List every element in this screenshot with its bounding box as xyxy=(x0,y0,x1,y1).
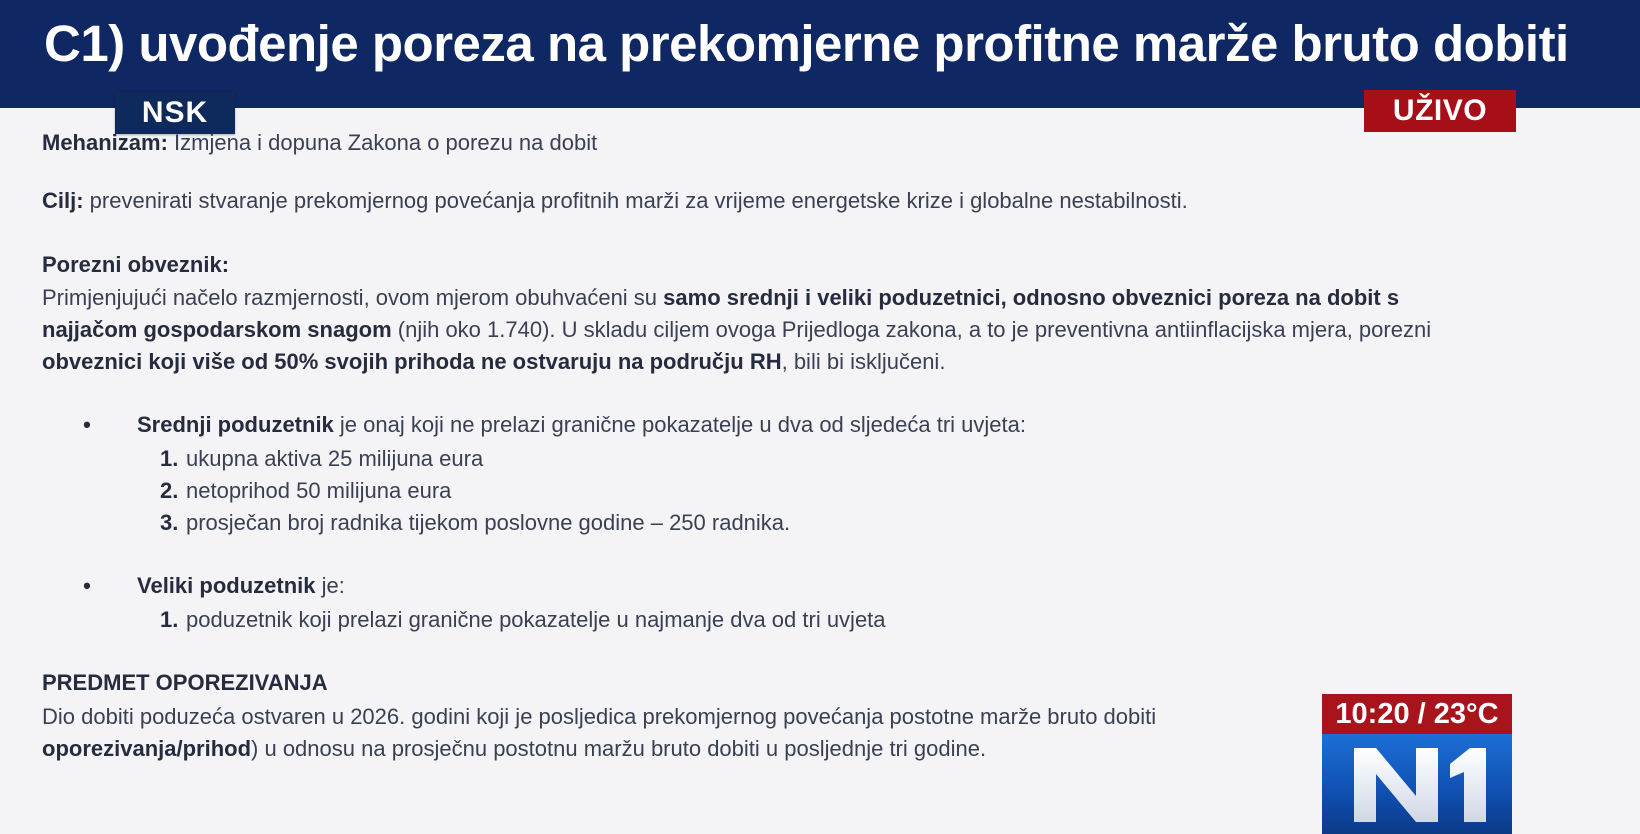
mechanism-text: Izmjena i dopuna Zakona o porezu na dobit xyxy=(167,130,598,155)
goal-label: Cilj: xyxy=(42,188,84,213)
n1-logo-icon xyxy=(1322,734,1512,834)
large-item-1: 1. poduzetnik koji prelazi granične pokazatelje u najmanje dva od tri uvjeta xyxy=(160,607,886,632)
slide-title: C1) uvođenje poreza na prekomjerne profitne marže bruto dobiti xyxy=(44,15,1569,72)
taxpayer-line-3-normal: , bili bi isključeni. xyxy=(781,349,946,374)
medium-item-3: 3. prosječan broj radnika tijekom poslovne godine – 250 radnika. xyxy=(160,510,791,535)
medium-item-2: 2. netoprihod 50 milijuna eura xyxy=(160,478,452,503)
nsk-badge: NSK xyxy=(115,92,235,134)
taxpayer-line-1-normal: Primjenjujući načelo razmjernosti, ovom mjerom obuhvaćeni su xyxy=(42,285,664,310)
large-enterprise-bullet xyxy=(83,569,345,602)
time-temperature-badge: 10:20 / 23°C xyxy=(1322,694,1512,734)
bullet-icon: • xyxy=(83,412,91,437)
taxpayer-line-2 xyxy=(42,313,1431,346)
goal-text: prevenirati stvaranje prekomjernog povećanja profitnih marži za vrijeme energetske krize i globalne nestabilnosti. xyxy=(83,188,1188,213)
mechanism-line xyxy=(42,126,597,159)
taxpayer-heading: Porezni obveznik: xyxy=(42,252,230,277)
subject-line-2-bold: oporezivanja/prihod xyxy=(42,736,252,761)
subject-line-2-normal: ) u odnosu na prosječnu postotnu maržu bruto dobiti u posljednje tri godine. xyxy=(251,736,987,761)
medium-enterprise-bullet xyxy=(83,408,1026,441)
medium-item-1: 1. ukupna aktiva 25 milijuna eura xyxy=(160,446,484,471)
subject-heading: PREDMET OPOREZIVANJA xyxy=(42,670,328,695)
goal-line xyxy=(42,184,1188,217)
taxpayer-line-2-normal: (njih oko 1.740). U skladu ciljem ovoga Prijedloga zakona, a to je preventivna antiinflacijska mjera, porezni xyxy=(391,317,1432,342)
taxpayer-line-1 xyxy=(42,281,1399,314)
taxpayer-line-2-bold: najjačom gospodarskom snagom xyxy=(42,317,392,342)
large-enterprise-label: Veliki poduzetnik xyxy=(137,573,316,598)
medium-enterprise-text: je onaj koji ne prelazi granične pokazatelje u dva od sljedeća tri uvjeta: xyxy=(333,412,1026,437)
subject-line-1: Dio dobiti poduzeća ostvaren u 2026. godini koji je posljedica prekomjernog povećanja postotne marže bruto dobiti xyxy=(42,704,1157,729)
taxpayer-line-3-bold: obveznici koji više od 50% svojih prihoda ne ostvaruju na području RH xyxy=(42,349,782,374)
taxpayer-line-1-bold: samo srednji i veliki poduzetnici, odnosno obveznici poreza na dobit s xyxy=(663,285,1400,310)
n1-logo xyxy=(1322,734,1512,834)
live-badge: UŽIVO xyxy=(1364,90,1516,132)
bullet-icon: • xyxy=(83,573,91,598)
medium-enterprise-label: Srednji poduzetnik xyxy=(137,412,334,437)
large-enterprise-text: je: xyxy=(315,573,345,598)
taxpayer-line-3 xyxy=(42,345,945,378)
mechanism-label: Mehanizam: xyxy=(42,130,168,155)
subject-line-2 xyxy=(42,732,986,765)
